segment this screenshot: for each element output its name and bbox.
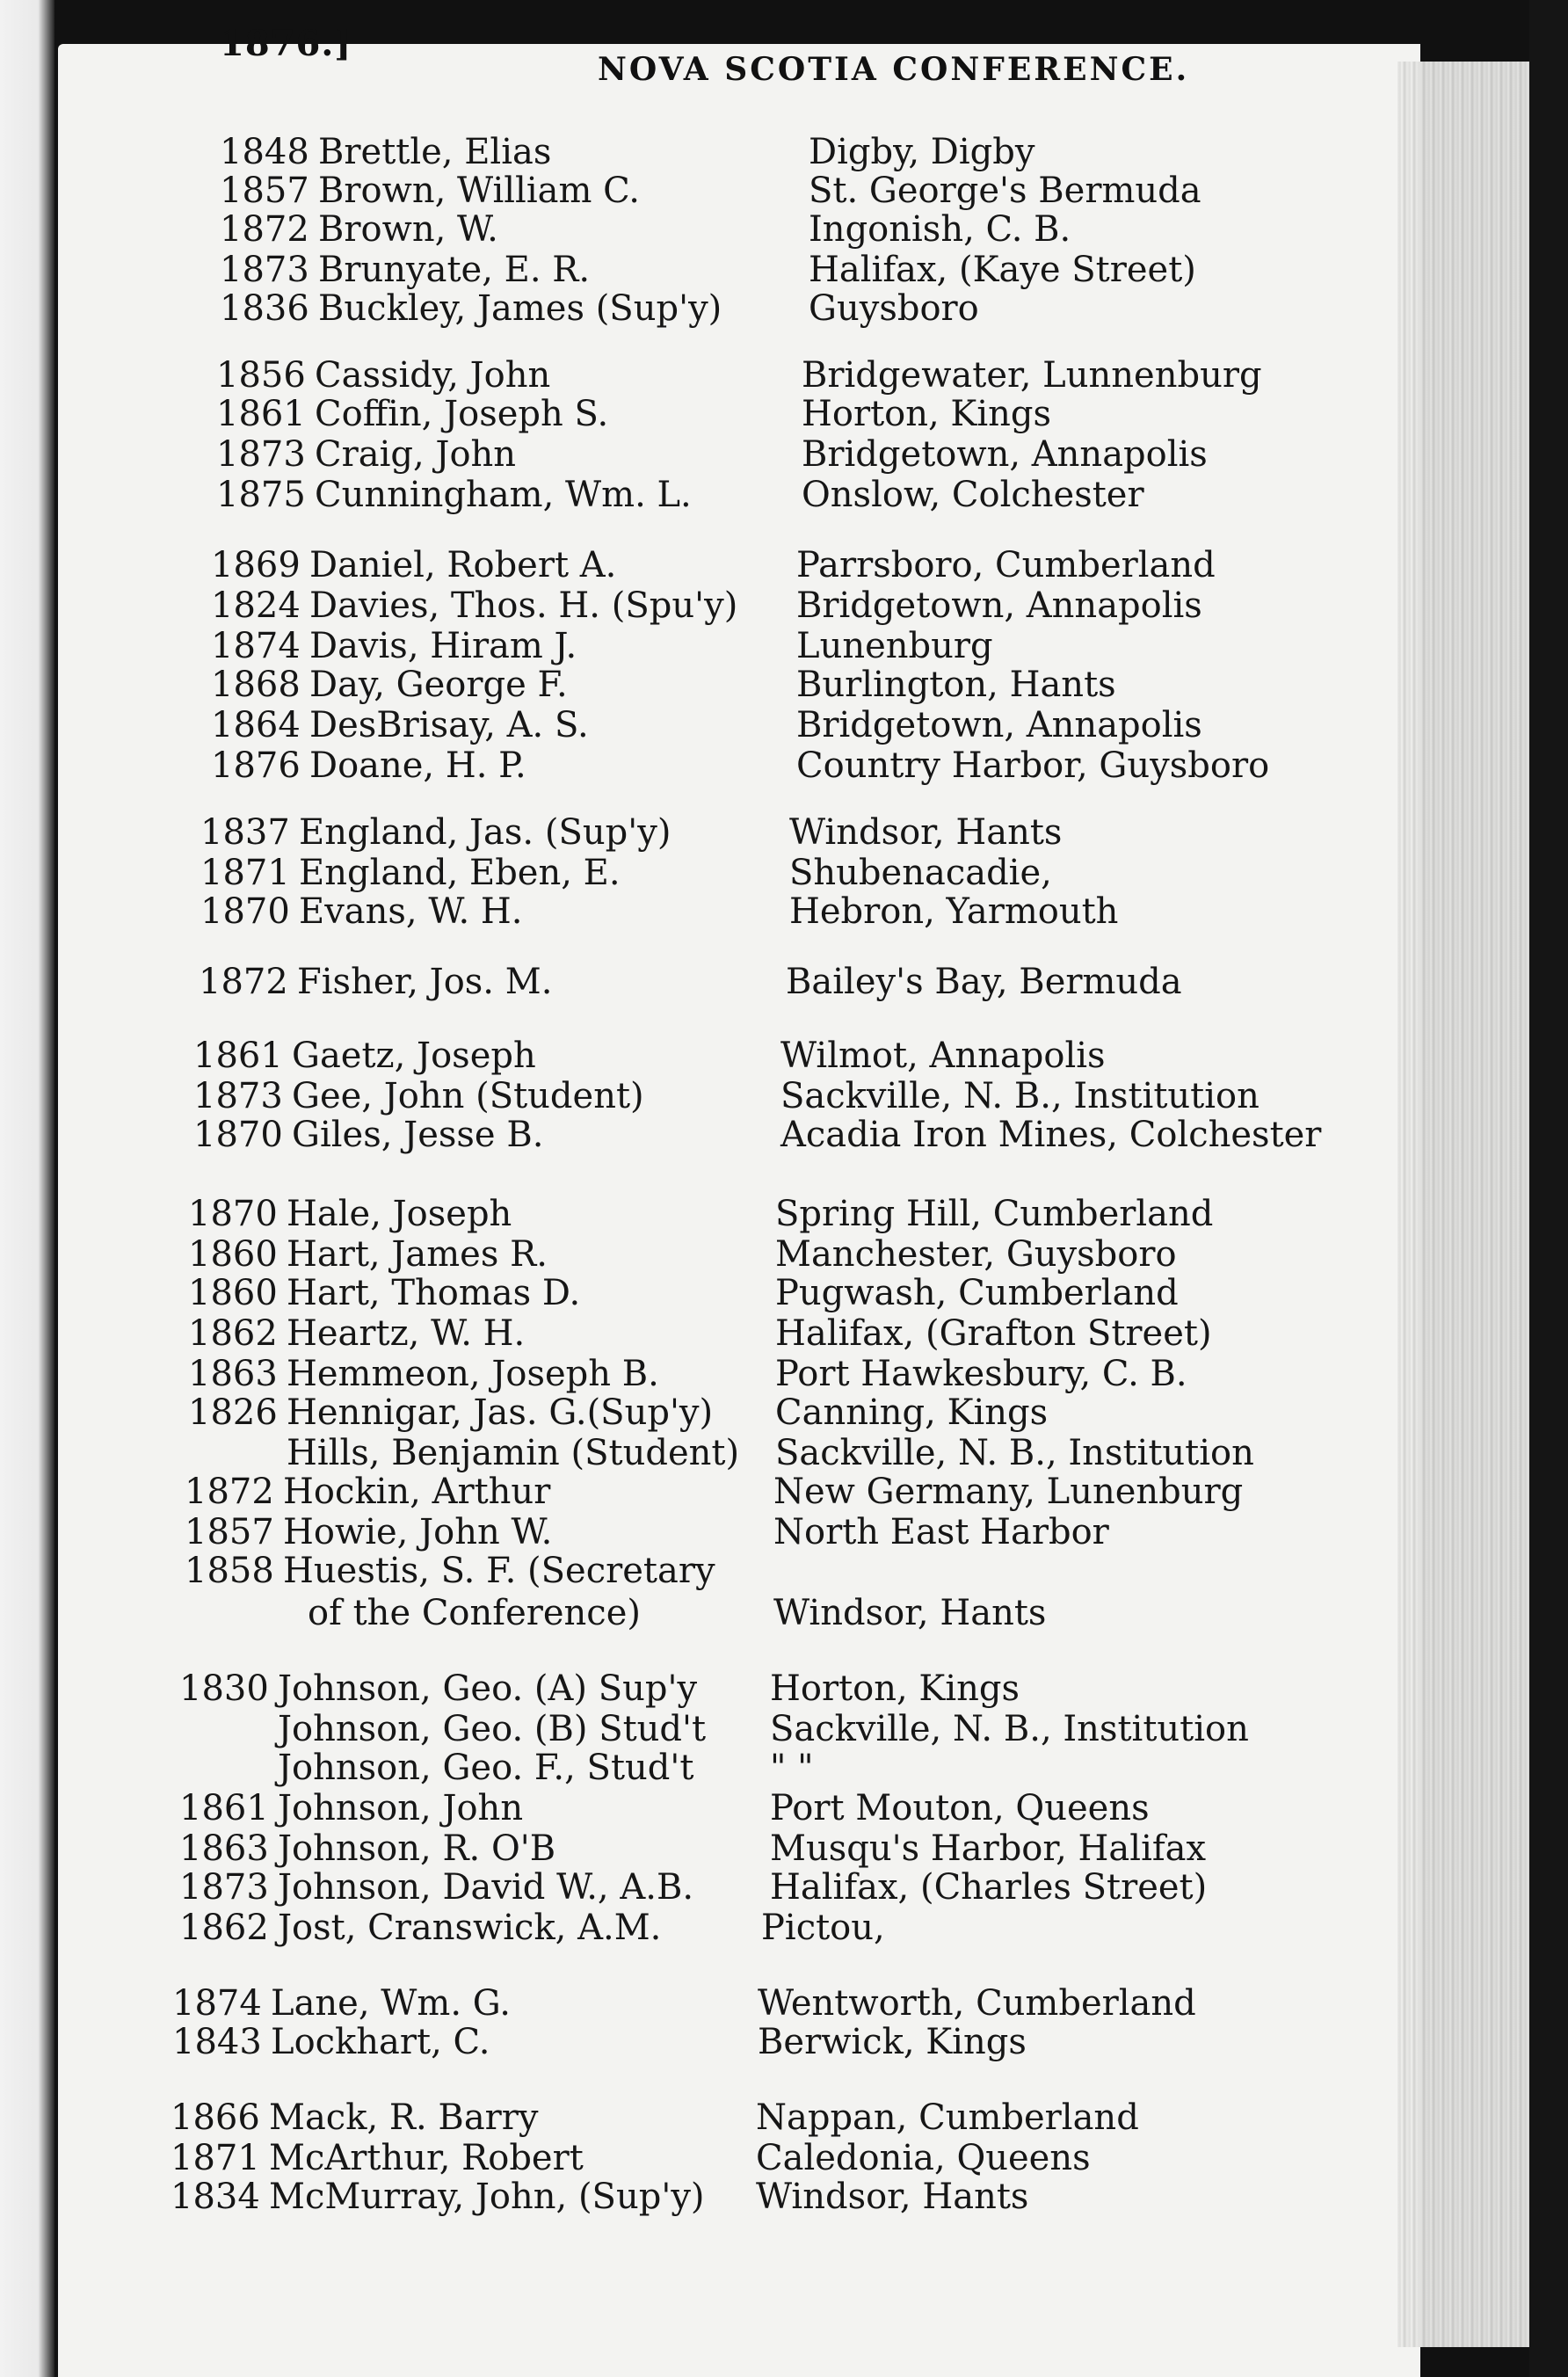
directory-row — [211, 705, 1371, 745]
entry-year: 1860 — [188, 1234, 278, 1275]
minister-name: England, Jas. (Sup'y) — [299, 812, 671, 853]
minister-name: Cunningham, Wm. L. — [315, 475, 692, 515]
directory-row — [193, 1115, 1371, 1155]
station-appointment: Musqu's Harbor, Halifax — [770, 1828, 1207, 1869]
minister-name: Brown, W. — [318, 209, 498, 250]
station-appointment: Windsor, Hants — [773, 1593, 1047, 1633]
station-appointment: Sackville, N. B., Institution — [780, 1076, 1259, 1116]
directory-row — [179, 1828, 1371, 1869]
entry-year: 1876 — [211, 745, 301, 786]
minister-name: Mack, R. Barry — [269, 2097, 539, 2138]
entry-year: 1873 — [193, 1076, 283, 1116]
minister-name: Davies, Thos. H. (Spu'y) — [309, 585, 738, 626]
station-appointment: Bridgetown, Annapolis — [802, 434, 1208, 475]
station-appointment: Horton, Kings — [802, 394, 1052, 434]
entry-year: 1843 — [172, 2022, 262, 2062]
station-appointment: Caledonia, Queens — [756, 2138, 1091, 2178]
header-year: 1876.] — [220, 23, 352, 64]
directory-row — [211, 665, 1371, 705]
station-appointment: Hebron, Yarmouth — [789, 891, 1119, 932]
minister-name: Johnson, David W., A.B. — [278, 1867, 694, 1908]
entry-year: 1836 — [220, 288, 309, 329]
station-appointment: " " — [770, 1748, 814, 1788]
station-appointment: Windsor, Hants — [756, 2177, 1029, 2217]
minister-name: Heartz, W. H. — [287, 1313, 526, 1354]
directory-row — [179, 1668, 1371, 1709]
directory-row — [211, 545, 1371, 585]
minister-name: Evans, W. H. — [299, 891, 523, 932]
directory-row — [179, 1908, 1371, 1948]
minister-name: McMurray, John, (Sup'y) — [269, 2177, 705, 2217]
entry-year: 1862 — [188, 1313, 278, 1354]
minister-name: Giles, Jesse B. — [292, 1115, 544, 1155]
station-appointment: Bridgewater, Lunnenburg — [802, 355, 1262, 396]
directory-row — [185, 1593, 1371, 1633]
entry-year: 1873 — [216, 434, 306, 475]
minister-name: Fisher, Jos. M. — [297, 962, 553, 1002]
minister-name: Craig, John — [315, 434, 517, 475]
station-appointment: Horton, Kings — [770, 1668, 1020, 1709]
minister-name: Hemmeon, Joseph B. — [287, 1354, 659, 1394]
entry-year: 1824 — [211, 585, 301, 626]
directory-row — [188, 1194, 1371, 1234]
minister-name: Jost, Cranswick, A.M. — [278, 1908, 662, 1948]
station-appointment: Shubenacadie, — [789, 853, 1052, 893]
station-appointment: Sackville, N. B., Institution — [770, 1709, 1249, 1749]
entry-year: 1869 — [211, 545, 301, 585]
directory-row — [216, 434, 1371, 475]
directory-row — [179, 1748, 1371, 1788]
minister-name: Brown, William C. — [318, 171, 640, 211]
minister-name: of the Conference) — [308, 1593, 641, 1633]
station-appointment: Bailey's Bay, Bermuda — [786, 962, 1182, 1002]
directory-row — [211, 745, 1371, 786]
station-appointment: Port Hawkesbury, C. B. — [775, 1354, 1187, 1394]
minister-name: Buckley, James (Sup'y) — [318, 288, 722, 329]
minister-name: Davis, Hiram J. — [309, 626, 577, 666]
directory-row — [220, 132, 1371, 172]
entry-year: 1870 — [188, 1194, 278, 1234]
minister-name: Johnson, R. O'B — [278, 1828, 556, 1869]
minister-name: Doane, H. P. — [309, 745, 526, 786]
minister-name: Day, George F. — [309, 665, 568, 705]
directory-row — [185, 1472, 1371, 1512]
directory-row — [220, 209, 1371, 250]
station-appointment: Sackville, N. B., Institution — [775, 1433, 1254, 1473]
minister-name: Johnson, Geo. (A) Sup'y — [278, 1668, 698, 1709]
directory-row — [216, 475, 1371, 515]
station-appointment: Canning, Kings — [775, 1392, 1049, 1433]
directory-row — [185, 1512, 1371, 1552]
entry-year: 1872 — [220, 209, 309, 250]
station-appointment: St. George's Bermuda — [809, 171, 1201, 211]
directory-row — [179, 1709, 1371, 1749]
directory-row — [193, 1076, 1371, 1116]
directory-row — [172, 1983, 1371, 2024]
minister-name: Daniel, Robert A. — [309, 545, 617, 585]
entry-year: 1848 — [220, 132, 309, 172]
entry-year: 1861 — [179, 1788, 269, 1828]
entry-year: 1875 — [216, 475, 306, 515]
station-appointment: Windsor, Hants — [789, 812, 1063, 853]
entry-year: 1872 — [185, 1472, 274, 1512]
directory-row — [216, 355, 1371, 396]
entry-year: 1866 — [171, 2097, 260, 2138]
directory-row — [179, 1867, 1371, 1908]
entry-year: 1834 — [171, 2177, 260, 2217]
directory-row — [200, 812, 1371, 853]
station-appointment: Halifax, (Kaye Street) — [809, 250, 1196, 290]
entry-year: 1863 — [188, 1354, 278, 1394]
directory-row — [193, 1036, 1371, 1076]
minister-name: Gee, John (Student) — [292, 1076, 644, 1116]
station-appointment: Lunenburg — [796, 626, 993, 666]
station-appointment: North East Harbor — [773, 1512, 1109, 1552]
minister-name: Hart, Thomas D. — [287, 1273, 581, 1313]
minister-name: Lane, Wm. G. — [271, 1983, 511, 2024]
entry-year: 1860 — [188, 1273, 278, 1313]
station-appointment: Berwick, Kings — [758, 2022, 1027, 2062]
station-appointment: Spring Hill, Cumberland — [775, 1194, 1214, 1234]
station-appointment: Manchester, Guysboro — [775, 1234, 1177, 1275]
running-title: NOVA SCOTIA CONFERENCE. — [598, 51, 1190, 88]
entry-year: 1858 — [185, 1551, 274, 1591]
directory-row — [188, 1433, 1371, 1473]
station-appointment: Guysboro — [809, 288, 979, 329]
station-appointment: Pictou, — [761, 1908, 885, 1948]
entry-year: 1874 — [172, 1983, 262, 2024]
directory-row — [216, 394, 1371, 434]
minister-name: Hockin, Arthur — [283, 1472, 551, 1512]
directory-row — [199, 962, 1371, 1002]
directory-row — [179, 1788, 1371, 1828]
minister-name: Brunyate, E. R. — [318, 250, 591, 290]
directory-row — [188, 1392, 1371, 1433]
minister-name: Johnson, John — [278, 1788, 524, 1828]
directory-row — [200, 891, 1371, 932]
directory-row — [172, 2022, 1371, 2062]
station-appointment: Halifax, (Grafton Street) — [775, 1313, 1212, 1354]
station-appointment: Parrsboro, Cumberland — [796, 545, 1216, 585]
minister-name: Lockhart, C. — [271, 2022, 490, 2062]
minister-name: Hills, Benjamin (Student) — [287, 1433, 740, 1473]
entry-year: 1857 — [185, 1512, 274, 1552]
directory-row — [220, 288, 1371, 329]
entry-year: 1863 — [179, 1828, 269, 1869]
station-appointment: Burlington, Hants — [796, 665, 1116, 705]
entry-year: 1872 — [199, 962, 288, 1002]
directory-row — [185, 1551, 1371, 1591]
station-appointment: Wentworth, Cumberland — [758, 1983, 1196, 2024]
station-appointment: Onslow, Colchester — [802, 475, 1144, 515]
minister-name: Coffin, Joseph S. — [315, 394, 609, 434]
entry-year: 1862 — [179, 1908, 269, 1948]
directory-row — [220, 171, 1371, 211]
directory-row — [211, 585, 1371, 626]
entry-year: 1873 — [220, 250, 309, 290]
minister-name: Hart, James R. — [287, 1234, 548, 1275]
directory-row — [188, 1354, 1371, 1394]
minister-name: Howie, John W. — [283, 1512, 553, 1552]
station-appointment: Bridgetown, Annapolis — [796, 705, 1202, 745]
station-appointment: Halifax, (Charles Street) — [770, 1867, 1208, 1908]
station-appointment: Country Harbor, Guysboro — [796, 745, 1270, 786]
entry-year: 1864 — [211, 705, 301, 745]
entry-year: 1830 — [179, 1668, 269, 1709]
directory-row — [171, 2097, 1371, 2138]
directory-row — [220, 250, 1371, 290]
station-appointment: New Germany, Lunenburg — [773, 1472, 1244, 1512]
entry-year: 1861 — [216, 394, 306, 434]
minister-name: DesBrisay, A. S. — [309, 705, 589, 745]
minister-name: Gaetz, Joseph — [292, 1036, 536, 1076]
entry-year: 1873 — [179, 1867, 269, 1908]
minister-name: Huestis, S. F. (Secretary — [283, 1551, 715, 1591]
minister-name: Brettle, Elias — [318, 132, 552, 172]
station-appointment: Nappan, Cumberland — [756, 2097, 1139, 2138]
entry-year: 1871 — [200, 853, 290, 893]
entry-year: 1870 — [200, 891, 290, 932]
entry-year: 1868 — [211, 665, 301, 705]
directory-row — [171, 2177, 1371, 2217]
page-header — [220, 23, 1274, 88]
page-stack-edges — [1397, 62, 1529, 2347]
scan-shadow — [1529, 0, 1568, 2377]
minister-name: McArthur, Robert — [269, 2138, 584, 2178]
entry-year: 1826 — [188, 1392, 278, 1433]
station-appointment: Ingonish, C. B. — [809, 209, 1071, 250]
directory-row — [171, 2138, 1371, 2178]
directory-row — [188, 1313, 1371, 1354]
directory-row — [200, 853, 1371, 893]
entry-year: 1857 — [220, 171, 309, 211]
minister-name: Cassidy, John — [315, 355, 551, 396]
entry-year: 1856 — [216, 355, 306, 396]
station-appointment: Acadia Iron Mines, Colchester — [780, 1115, 1322, 1155]
entry-year: 1874 — [211, 626, 301, 666]
station-appointment: Digby, Digby — [809, 132, 1035, 172]
entry-year: 1871 — [171, 2138, 260, 2178]
minister-name: Johnson, Geo. F., Stud't — [278, 1748, 694, 1788]
minister-name: Hennigar, Jas. G.(Sup'y) — [287, 1392, 714, 1433]
station-appointment: Bridgetown, Annapolis — [796, 585, 1202, 626]
entry-year: 1861 — [193, 1036, 283, 1076]
station-appointment: Pugwash, Cumberland — [775, 1273, 1179, 1313]
directory-row — [188, 1234, 1371, 1275]
minister-name: Hale, Joseph — [287, 1194, 512, 1234]
facing-page-edge — [0, 0, 54, 2377]
entry-year: 1837 — [200, 812, 290, 853]
station-appointment: Wilmot, Annapolis — [780, 1036, 1106, 1076]
minister-name: Johnson, Geo. (B) Stud't — [278, 1709, 707, 1749]
entry-year: 1870 — [193, 1115, 283, 1155]
station-appointment: Port Mouton, Queens — [770, 1788, 1150, 1828]
directory-row — [188, 1273, 1371, 1313]
directory-row — [211, 626, 1371, 666]
minister-name: England, Eben, E. — [299, 853, 621, 893]
